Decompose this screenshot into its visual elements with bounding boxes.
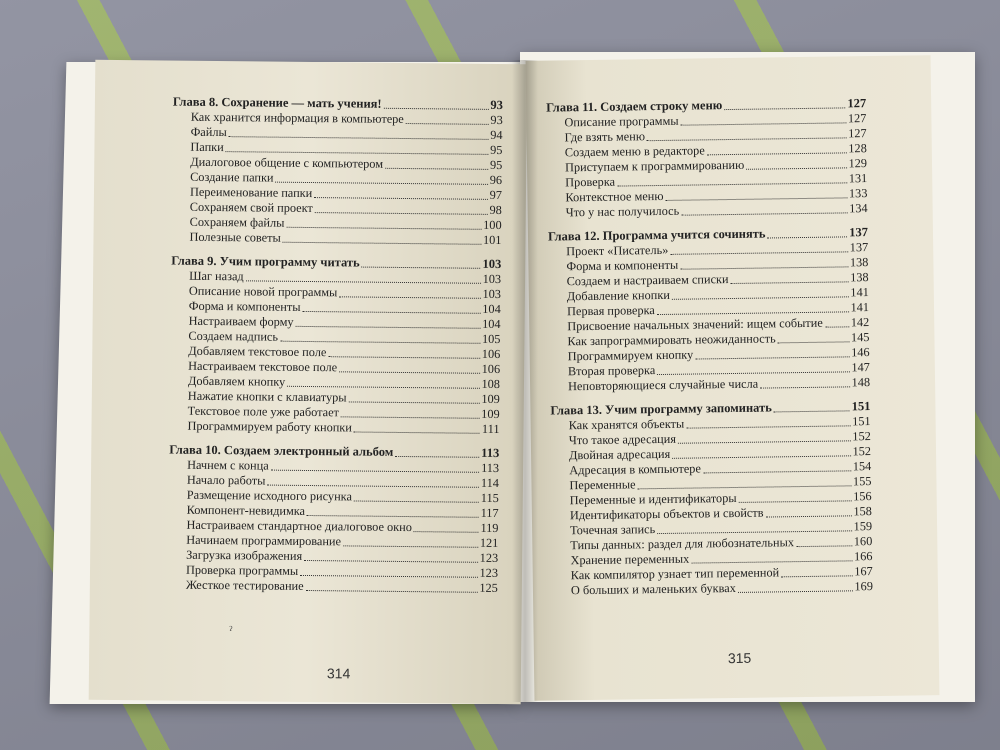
section-page: 119 — [480, 520, 499, 536]
toc-item — [169, 419, 499, 437]
section-title: Начнем с конца — [187, 457, 269, 473]
section-page: 145 — [850, 330, 870, 345]
section-page: 105 — [481, 331, 501, 347]
section-page: 167 — [854, 564, 873, 579]
section-page: 152 — [852, 444, 872, 459]
section-page: 159 — [853, 519, 873, 534]
dot-leader — [302, 309, 480, 313]
section-title: Проверка программы — [185, 562, 299, 578]
section-page: 113 — [481, 460, 500, 476]
section-page: 106 — [481, 361, 501, 377]
section-title: Описание новой программы — [188, 283, 338, 300]
section-title: Размещение исходного рисунка — [186, 487, 353, 504]
section-title: Типы данных: раздел для любознательных — [570, 535, 795, 553]
section-page: 96 — [489, 172, 503, 188]
dot-leader — [678, 439, 850, 443]
section-title: Создаем меню в редакторе — [564, 143, 705, 160]
section-page: 94 — [490, 127, 503, 143]
left-page — [89, 60, 528, 704]
dot-leader — [354, 499, 479, 502]
chapter-page: 137 — [849, 225, 869, 240]
section-title: Переменные — [569, 477, 636, 493]
chapter-entry — [548, 225, 870, 394]
chapter-entry — [168, 443, 500, 596]
section-page: 117 — [480, 505, 499, 521]
section-page: 104 — [482, 301, 501, 317]
section-page: 155 — [852, 474, 872, 489]
section-title: Первая проверка — [566, 303, 655, 319]
dot-leader — [768, 235, 848, 238]
section-title: Переменные и идентификаторы — [569, 490, 737, 508]
dot-leader — [362, 265, 481, 268]
dot-leader — [275, 180, 487, 184]
section-page: 166 — [853, 549, 873, 564]
section-title: Создаем и настраиваем списки — [566, 272, 729, 289]
section-title: Проверка — [565, 174, 616, 190]
dot-leader — [657, 310, 849, 315]
section-page: 169 — [854, 579, 874, 594]
chapter-page: 127 — [847, 96, 867, 111]
dot-leader — [414, 530, 479, 533]
dot-leader — [617, 181, 847, 186]
section-title: Точечная запись — [570, 522, 656, 538]
section-title: О больших и маленьких буквах — [570, 580, 736, 598]
dot-leader — [796, 544, 852, 547]
dot-leader — [703, 469, 851, 473]
section-page: 160 — [853, 534, 873, 549]
section-page: 154 — [852, 459, 872, 474]
section-title: Добавляем текстовое поле — [188, 343, 327, 360]
dot-leader — [680, 265, 848, 269]
section-title: Как запрограммировать неожиданность — [567, 331, 776, 349]
dot-leader — [354, 430, 480, 433]
section-title: Программируем кнопку — [567, 347, 694, 364]
section-page: 106 — [481, 346, 501, 362]
dot-leader — [395, 454, 479, 457]
section-page: 100 — [483, 217, 502, 233]
section-title: Папки — [190, 139, 224, 155]
section-page: 95 — [490, 142, 503, 158]
dot-leader — [226, 150, 488, 155]
dot-leader — [738, 589, 853, 593]
dot-leader — [731, 280, 849, 284]
section-title: Начинаем программирование — [186, 532, 342, 549]
section-title: Как хранится информация в компьютере — [190, 109, 404, 126]
section-page: 121 — [479, 535, 499, 551]
dot-leader — [296, 324, 481, 328]
section-page: 101 — [482, 232, 502, 248]
section-title: Переименование папки — [189, 184, 313, 201]
section-title: Вторая проверка — [567, 363, 656, 379]
toc-item — [553, 579, 873, 598]
toc-item — [550, 375, 870, 394]
page-number-right: 315 — [727, 649, 752, 667]
section-page: 138 — [850, 270, 869, 285]
chapter-entry — [171, 95, 503, 248]
section-page: 158 — [853, 504, 872, 519]
dot-leader — [339, 370, 480, 373]
section-page: 142 — [850, 315, 870, 330]
section-title: Сохраняем свой проект — [189, 199, 313, 216]
section-title: Приступаем к программированию — [564, 157, 745, 175]
dot-leader — [672, 295, 849, 299]
section-page: 115 — [480, 490, 499, 506]
section-page: 133 — [848, 186, 868, 201]
dot-leader — [328, 355, 480, 359]
section-page: 109 — [481, 391, 500, 407]
section-title: Что у нас получилось — [565, 203, 680, 220]
dot-leader — [306, 588, 478, 592]
dot-leader — [339, 295, 480, 298]
dot-leader — [280, 339, 480, 343]
section-page: 123 — [479, 550, 499, 566]
section-page: 141 — [850, 300, 870, 315]
dot-leader — [647, 136, 846, 141]
dot-leader — [349, 400, 480, 403]
dot-leader — [760, 385, 849, 388]
section-title: Файлы — [190, 124, 227, 140]
dot-leader — [724, 106, 845, 110]
section-title: Как компилятор узнает тип переменной — [570, 565, 780, 583]
section-title: Присвоение начальных значений: ищем событие — [567, 315, 823, 334]
section-title: Компонент-невидимка — [186, 502, 306, 518]
chapter-title: Глава 11. Создаем строку меню — [546, 98, 723, 115]
section-title: Неповторяющиеся случайные числа — [568, 376, 759, 394]
dot-leader — [672, 454, 850, 458]
dot-leader — [666, 196, 847, 201]
section-page: 156 — [853, 489, 872, 504]
section-page: 103 — [482, 271, 502, 287]
section-page: 114 — [480, 475, 500, 491]
section-title: Добавление кнопки — [566, 287, 670, 304]
dot-leader — [746, 166, 846, 169]
section-page: 141 — [850, 285, 869, 300]
section-title: Текстовое поле уже работает — [187, 403, 340, 420]
dot-leader — [778, 340, 849, 343]
section-title: Шаг назад — [189, 268, 244, 284]
section-title: Настраиваем стандартное диалоговое окно — [186, 517, 412, 535]
chapter-title: Глава 9. Учим программу читать — [171, 253, 360, 270]
section-page: 148 — [851, 375, 871, 390]
chapter-title: Глава 10. Создаем электронный альбом — [169, 442, 394, 459]
section-title: Создание папки — [190, 169, 274, 185]
dot-leader — [691, 559, 852, 563]
section-page: 104 — [482, 316, 501, 332]
dot-leader — [657, 370, 849, 375]
section-page: 146 — [851, 345, 870, 360]
section-title: Загрузка изображения — [186, 547, 303, 563]
section-page: 103 — [482, 286, 502, 302]
section-title: Нажатие кнопки с клавиатуры — [187, 388, 347, 405]
dot-leader — [781, 574, 852, 577]
dot-leader — [229, 135, 489, 140]
section-title: Что такое адресация — [568, 431, 677, 448]
dot-leader — [271, 468, 479, 472]
section-page: 129 — [848, 156, 868, 171]
pencil-mark: ˀ — [229, 623, 233, 638]
chapter-title: Глава 12. Программа учится сочинять — [547, 226, 766, 244]
dot-leader — [286, 225, 481, 229]
section-title: Адресация в компьютере — [569, 461, 701, 478]
section-title: Как хранятся объекты — [568, 416, 685, 433]
chapter-page: 113 — [481, 445, 500, 461]
section-title: Где взять меню — [564, 129, 646, 145]
section-title: Идентификаторы объектов и свойств — [569, 505, 764, 523]
section-page: 109 — [481, 406, 500, 422]
chapter-page: 151 — [851, 399, 871, 414]
table-of-contents-left — [168, 95, 503, 605]
chapter-entry — [169, 254, 501, 437]
section-page: 98 — [489, 202, 502, 218]
book-spine-shadow — [512, 60, 538, 702]
dot-leader — [287, 384, 479, 388]
section-page: 108 — [481, 376, 501, 392]
dot-leader — [695, 355, 849, 359]
section-title: Форма и компоненты — [188, 298, 301, 314]
section-page: 127 — [847, 111, 867, 126]
dot-leader — [341, 415, 479, 418]
dot-leader — [657, 529, 851, 534]
section-page: 125 — [479, 580, 498, 595]
dot-leader — [406, 122, 489, 125]
section-page: 151 — [852, 414, 871, 429]
dot-leader — [384, 106, 489, 109]
dot-leader — [739, 499, 852, 503]
dot-leader — [825, 325, 849, 327]
chapter-page: 93 — [490, 97, 503, 113]
section-page: 95 — [489, 157, 503, 173]
dot-leader — [670, 250, 847, 254]
section-page: 137 — [849, 240, 869, 255]
section-title: Диалоговое общение с компьютером — [190, 154, 384, 171]
dot-leader — [638, 484, 851, 489]
dot-leader — [314, 196, 487, 200]
section-title: Настраиваем форму — [188, 313, 294, 329]
chapter-page: 103 — [482, 256, 502, 272]
section-title: Описание программы — [564, 113, 679, 130]
section-page: 123 — [479, 565, 499, 580]
section-page: 147 — [851, 360, 870, 375]
chapter-title: Глава 13. Учим программу запоминать — [550, 400, 772, 418]
dot-leader — [300, 573, 477, 577]
dot-leader — [707, 151, 847, 155]
dot-leader — [343, 544, 478, 547]
section-page: 127 — [848, 126, 867, 141]
dot-leader — [681, 211, 847, 215]
section-page: 131 — [848, 171, 868, 186]
dot-leader — [307, 513, 479, 517]
section-title: Двойная адресация — [568, 446, 671, 463]
dot-leader — [283, 240, 481, 244]
section-title: Контекстное меню — [565, 188, 664, 205]
chapter-entry — [550, 399, 873, 598]
section-page: 93 — [490, 112, 503, 128]
section-page: 134 — [849, 201, 868, 216]
dot-leader — [304, 558, 478, 562]
section-title: Жесткое тестирование — [185, 577, 304, 593]
toc-item — [171, 230, 501, 248]
section-title: Добавляем кнопку — [187, 373, 286, 389]
dot-leader — [267, 483, 479, 487]
dot-leader — [385, 166, 488, 169]
chapter-entry — [546, 96, 868, 220]
dot-leader — [774, 409, 850, 412]
section-title: Создаем надпись — [188, 328, 279, 344]
page-number-left: 314 — [326, 665, 351, 682]
toc-item — [168, 578, 498, 596]
section-page: 111 — [481, 421, 500, 437]
section-page: 152 — [852, 429, 871, 444]
section-title: Форма и компоненты — [566, 257, 679, 274]
section-title: Начало работы — [186, 472, 266, 488]
section-page: 138 — [849, 255, 869, 270]
section-title: Настраиваем текстовое поле — [188, 358, 338, 375]
dot-leader — [315, 211, 488, 215]
section-title: Полезные советы — [189, 229, 281, 245]
table-of-contents-right — [546, 96, 873, 607]
chapter-title: Глава 8. Сохранение — мать учения! — [172, 94, 382, 111]
dot-leader — [681, 121, 846, 125]
section-title: Сохраняем файлы — [189, 214, 285, 230]
section-title: Программируем работу кнопки — [187, 418, 352, 435]
dot-leader — [686, 424, 850, 428]
dot-leader — [766, 514, 852, 517]
toc-item — [548, 201, 868, 220]
section-page: 128 — [848, 141, 867, 156]
section-title: Проект «Писатель» — [566, 242, 669, 259]
dot-leader — [246, 279, 481, 283]
section-title: Хранение переменных — [570, 551, 690, 568]
section-page: 97 — [489, 187, 503, 203]
right-page — [526, 55, 940, 701]
